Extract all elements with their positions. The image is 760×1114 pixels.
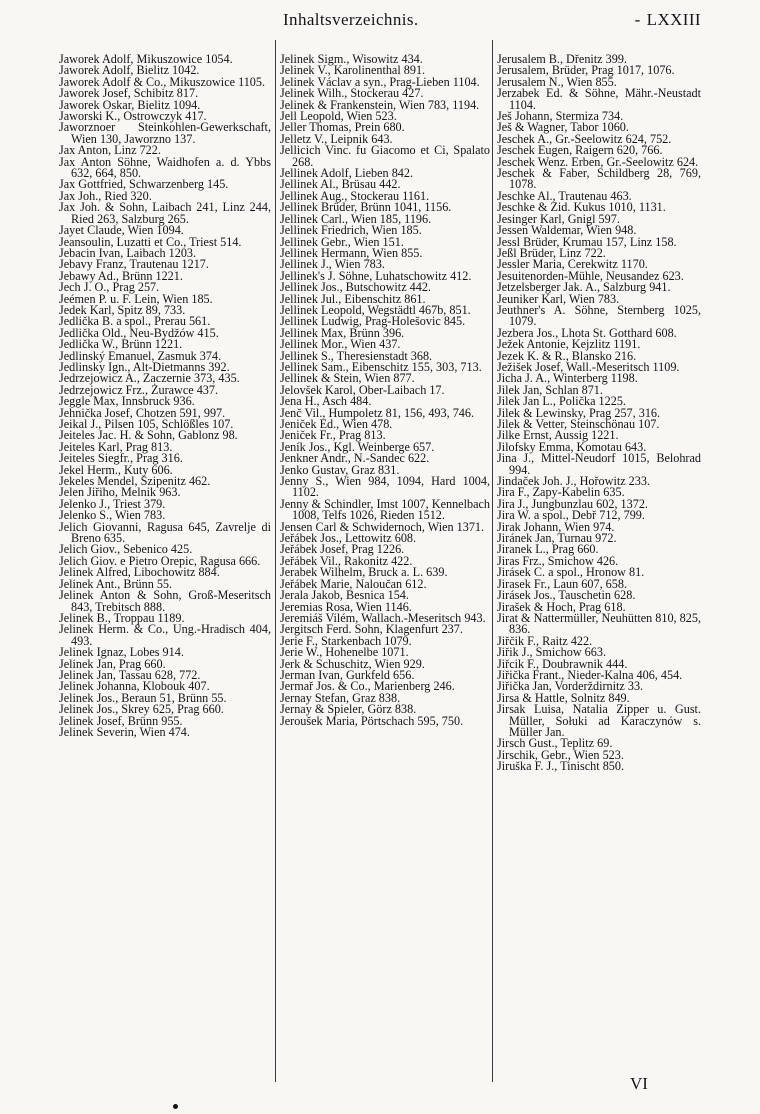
- index-entry: Jiras Frz., Smichow 426.: [497, 553, 619, 568]
- index-entry: Jiřička Frant., Nieder-Kalna 406, 454.: [497, 667, 683, 682]
- index-entry: Jeřábek Vil., Rakonitz 422.: [280, 553, 413, 568]
- index-entry: Jindaček Joh. J., Hořowitz 233.: [497, 474, 650, 489]
- index-entry: Jenč Vil., Humpoletz 81, 156, 493, 746.: [280, 405, 475, 420]
- index-entry: Jelinek Johanna, Klobouk 407.: [59, 679, 210, 694]
- index-entry: Jirat & Nattermüller, Neuhütten 810, 825, 836.: [497, 610, 701, 637]
- index-entry: Jilofsky Emma, Komotau 643.: [497, 439, 647, 454]
- index-column-1: [59, 54, 271, 738]
- index-entry: Ješ Johann, Stermiza 734.: [497, 109, 624, 124]
- index-entry: Jedlinsky Ign., Alt-Dietmanns 392.: [59, 359, 230, 374]
- index-entry: Jaworek Adolf, Mikuszowice 1054.: [59, 52, 233, 66]
- index-entry: Jellinek Gebr., Wien 151.: [280, 234, 404, 249]
- index-entry: Jerzabek Ed. & Söhne, Mähr.-Neustadt 1104.: [497, 86, 701, 112]
- index-entry: Jelinek Václav a syn., Prag-Lieben 1104.: [280, 74, 480, 89]
- index-entry: Jelinek Ignaz, Lobes 914.: [59, 645, 184, 660]
- index-entry: Jiránek Jan, Turnau 972.: [497, 531, 617, 546]
- index-entry: Jina J., Mittel-Neudorf 1015, Belohrad 994.: [497, 451, 701, 477]
- index-entry: Jaworski K., Ostrowczyk 417.: [59, 109, 207, 124]
- index-entry: Jelinek V., Karolinenthal 891.: [280, 63, 426, 78]
- index-entry: Jerusalem N., Wien 855.: [497, 74, 617, 89]
- ink-dot: [173, 1104, 178, 1109]
- index-entry: Jelinek Wilh., Stockerau 427.: [280, 86, 424, 101]
- index-entry: Jekeles Mendel, Szipenitz 462.: [59, 474, 211, 489]
- index-entry: Jelinek Jan, Tassau 628, 772.: [59, 667, 201, 682]
- index-entry: Jerusalem B., Dřenitz 399.: [497, 52, 627, 66]
- index-entry: Jellinek Aug., Stockerau 1161.: [280, 188, 430, 203]
- index-entry: Jilek Jan, Schlan 871.: [497, 382, 603, 397]
- index-entry: Jedrzejowicz Frz., Żurawce 437.: [59, 382, 219, 397]
- index-entry: Jeiteles Jac. H. & Sohn, Gablonz 98.: [59, 428, 238, 443]
- index-entry: Jeřábek Marie, Naloučan 612.: [280, 576, 427, 591]
- index-entry: Jiranek L., Prag 660.: [497, 542, 599, 557]
- index-entry: Jessl Brüder, Krumau 157, Linz 158.: [497, 234, 677, 249]
- index-entry: Jelinek Anton & Sohn, Groß-Meseritsch 843, Trebitsch 888.: [59, 588, 271, 614]
- signature-mark: VI: [630, 1074, 648, 1093]
- index-entry: Jelenko S., Wien 783.: [59, 508, 166, 523]
- index-entry: Jirschik, Gebr., Wien 523.: [497, 747, 624, 762]
- index-entry: Jebawy Ad., Brünn 1221.: [59, 268, 183, 283]
- index-entry: Jech J. O., Prag 257.: [59, 280, 160, 295]
- index-entry: Jelich Giov. e Pietro Orepic, Ragusa 666.: [59, 553, 261, 568]
- index-entry: Jeiteles Karl, Prag 813.: [59, 439, 173, 454]
- index-entry: Jax Joh. & Sohn, Laibach 241, Linz 244, Ried 263, Salzburg 265.: [59, 200, 271, 226]
- index-entry: Jellinek Mor., Wien 437.: [280, 337, 401, 352]
- index-entry: Jaworznoer Steinkohlen-Gewerkschaft, Wien 130, Jaworzno 137.: [59, 120, 271, 146]
- index-entry: Jelinek Sigm., Wisowitz 434.: [280, 52, 423, 66]
- index-entry: Ježišek Josef, Wall.-Meseritsch 1109.: [497, 359, 680, 374]
- index-entry: Jellinek Hermann, Wien 855.: [280, 245, 423, 260]
- index-entry: Jaworek Oskar, Bielitz 1094.: [59, 97, 201, 112]
- index-entry: Jena H., Asch 484.: [280, 394, 372, 409]
- index-column-2: [280, 54, 490, 727]
- index-entry: Jeniček Fr., Prag 813.: [280, 428, 386, 443]
- index-entry: Jedlička Old., Neu-Bydžów 415.: [59, 325, 219, 340]
- index-entry: Jiřčik F., Raitz 422.: [497, 633, 593, 648]
- index-entry: Jellinek S., Theresienstadt 368.: [280, 348, 433, 363]
- index-entry: Jerusalem, Brüder, Prag 1017, 1076.: [497, 63, 675, 78]
- index-entry: Jeßl Brüder, Linz 722.: [497, 245, 606, 260]
- index-entry: Jelinek Ant., Brünn 55.: [59, 576, 173, 591]
- index-entry: Jelenko J., Triest 379.: [59, 496, 166, 511]
- index-entry: Jergitsch Ferd. Sohn, Klagenfurt 237.: [280, 622, 463, 637]
- index-entry: Jiřička Jan, Vorderždirnitz 33.: [497, 679, 644, 694]
- index-entry: Jaworek Adolf, Bielitz 1042.: [59, 63, 200, 78]
- index-entry: Jelinek Jan, Prag 660.: [59, 656, 166, 671]
- index-entry: Jellinek Brüder, Brünn 1041, 1156.: [280, 200, 452, 215]
- index-entry: Jirak Johann, Wien 974.: [497, 519, 615, 534]
- index-entry: Jax Anton, Linz 722.: [59, 143, 161, 158]
- index-entry: Jernay & Spieler, Görz 838.: [280, 702, 417, 717]
- index-entry: Jeller Thomas, Prein 680.: [280, 120, 405, 135]
- index-entry: Jetzelsberger Jak. A., Salzburg 941.: [497, 280, 671, 295]
- index-entry: Jirasek Fr., Laun 607, 658.: [497, 576, 627, 591]
- index-entry: Jicha J. A., Winterberg 1198.: [497, 371, 638, 386]
- index-entry: Jeuthner's A. Söhne, Sternberg 1025, 1079.: [497, 302, 701, 329]
- index-entry: Jeschek Eugen, Raigern 620, 766.: [497, 143, 663, 158]
- index-entry: Jessen Waldemar, Wien 948.: [497, 223, 637, 238]
- index-entry: Jellinek Jos., Butschowitz 442.: [280, 280, 431, 295]
- index-entry: Jerie F., Starkenbach 1079.: [280, 633, 412, 648]
- index-entry: Jekel Herm., Kuty 606.: [59, 462, 173, 477]
- index-entry: Jezbera Jos., Lhota St. Gotthard 608.: [497, 325, 677, 340]
- index-entry: Jedlička W., Brünn 1221.: [59, 337, 183, 352]
- index-entry: Jeřábek Josef, Prag 1226.: [280, 542, 405, 557]
- index-entry: Jelinek B., Troppau 1189.: [59, 610, 185, 625]
- index-entry: Jelletz V., Leipnik 643.: [280, 131, 393, 146]
- index-entry: Jell Leopold, Wien 523.: [280, 109, 397, 124]
- index-entry: Jirašek & Hoch, Prag 618.: [497, 599, 626, 614]
- index-entry: Jeschek A., Gr.-Seelowitz 624, 752.: [497, 131, 672, 146]
- index-entry: Jeremiáš Vilém, Wallach.-Meseritsch 943.: [280, 610, 486, 625]
- index-entry: Jehnička Josef, Chotzen 591, 997.: [59, 405, 226, 420]
- index-entry: Jedlička B. a spol., Prerau 561.: [59, 314, 211, 329]
- index-entry: Jelinek Josef, Brünn 955.: [59, 713, 183, 728]
- index-entry: Jirsak Luisa, Natalia Zipper u. Gust. Müller, Sołuki ad Karaczynów s. Müller Jan.: [497, 702, 701, 739]
- index-entry: Jira J., Jungbunzlau 602, 1372.: [497, 496, 648, 511]
- index-entry: Jesuitenorden-Mühle, Neusandez 623.: [497, 268, 684, 283]
- index-entry: Jelinek Alfred, Libochowitz 884.: [59, 565, 220, 580]
- index-entry: Jellinek's J. Söhne, Luhatschowitz 412.: [280, 268, 472, 283]
- index-entry: Jellinek Adolf, Lieben 842.: [280, 166, 414, 181]
- index-entry: Ješ & Wagner, Tabor 1060.: [497, 120, 629, 135]
- page-number-value: LXXIII: [646, 10, 701, 29]
- index-entry: Jiruška F. J., Tinischt 850.: [497, 759, 625, 774]
- column-divider-1: [275, 40, 276, 1082]
- index-entry: Jelinek Severin, Wien 474.: [59, 724, 190, 739]
- index-entry: Jenny S., Wien 984, 1094, Hard 1004, 1102.: [280, 474, 490, 500]
- index-entry: Jellinek Friedrich, Wien 185.: [280, 223, 422, 238]
- index-entry: Jiřik J., Smichow 663.: [497, 645, 607, 660]
- index-entry: Jelen Jiřiho, Melnik 963.: [59, 485, 181, 500]
- index-entry: Jensen Carl & Schwidernoch, Wien 1371.: [280, 519, 485, 534]
- index-entry: Jellinek Sam., Eibenschitz 155, 303, 713.: [280, 359, 482, 374]
- index-entry: Jelinek Jos., Beraun 51, Brünn 55.: [59, 690, 227, 705]
- index-entry: Jermař Jos. & Co., Marienberg 246.: [280, 679, 455, 694]
- index-entry: Jellinek Leopold, Wegstädtl 467b, 851.: [280, 302, 471, 317]
- index-entry: Jeansoulin, Luzatti et Co., Triest 514.: [59, 234, 242, 249]
- index-entry: Jellinek Max, Brünn 396.: [280, 325, 405, 340]
- index-entry: Jirsa & Hattle, Solnitz 849.: [497, 690, 630, 705]
- index-entry: Jirásek C. a spol., Hronow 81.: [497, 565, 645, 580]
- index-entry: Jilek & Vetter, Steinschönau 107.: [497, 417, 660, 431]
- page-title: Inhaltsverzeichnis.: [283, 10, 419, 29]
- index-entry: Jezek K. & R., Blansko 216.: [497, 348, 637, 363]
- index-entry: Jeikal J., Pilsen 105, Schlößles 107.: [59, 417, 234, 431]
- index-entry: Jelinek Jos., Skrey 625, Prag 660.: [59, 702, 224, 717]
- index-entry: Jellinek & Stein, Wien 877.: [280, 371, 415, 386]
- index-entry: Jax Joh., Ried 320.: [59, 188, 152, 203]
- index-entry: Jerie W., Hohenelbe 1071.: [280, 645, 409, 660]
- index-entry: Jenko Gustav, Graz 831.: [280, 462, 400, 477]
- index-entry: Jeschek & Faber, Schildberg 28, 769, 1078.: [497, 166, 701, 192]
- index-entry: Jayet Claude, Wien 1094.: [59, 223, 184, 238]
- index-entry: Jaworek Adolf & Co., Mikuszowice 1105.: [59, 74, 266, 89]
- index-entry: Jernay Stefan, Graz 838.: [280, 690, 401, 705]
- index-entry: Jessler Maria, Cerekwitz 1170.: [497, 257, 648, 272]
- index-entry: Jedek Karl, Spitz 89, 733.: [59, 302, 186, 317]
- index-entry: Jerk & Schuschitz, Wien 929.: [280, 656, 425, 671]
- index-entry: Jira W. a spol., Debř 712, 799.: [497, 508, 645, 523]
- index-entry: Jellicich Vinc. fu Giacomo et Ci, Spalato 268.: [280, 143, 490, 169]
- index-entry: Jelich Giov., Sebenico 425.: [59, 542, 193, 557]
- index-entry: Ježek Antonie, Kejzlitz 1191.: [497, 337, 641, 352]
- index-entry: Jedrzejowicz A., Zaczernie 373, 435.: [59, 371, 240, 386]
- index-entry: Jerala Jakob, Besnica 154.: [280, 588, 409, 603]
- header-dash: -: [634, 10, 641, 29]
- index-entry: Jeroušek Maria, Pörtschach 595, 750.: [280, 713, 464, 728]
- index-entry: Jellinek Carl., Wien 185, 1196.: [280, 211, 432, 226]
- index-entry: Jilek & Lewinsky, Prag 257, 316.: [497, 405, 661, 420]
- index-column-3: [497, 54, 701, 773]
- index-entry: Jelinek & Frankenstein, Wien 783, 1194.: [280, 97, 480, 112]
- index-entry: Jax Gottfried, Schwarzenberg 145.: [59, 177, 229, 192]
- index-entry: Jax Anton Söhne, Waidhofen a. d. Ybbs 632, 664, 850.: [59, 154, 271, 181]
- index-entry: Jeník Jos., Kgl. Weinberge 657.: [280, 439, 435, 454]
- index-entry: Jeuniker Karl, Wien 783.: [497, 291, 620, 306]
- index-entry: Jellinek J., Wien 783.: [280, 257, 385, 272]
- index-entry: Jeniček Ed., Wien 478.: [280, 417, 393, 431]
- page-number: [635, 10, 701, 30]
- index-entry: Jilke Ernst, Aussig 1221.: [497, 428, 619, 443]
- index-entry: Jeschke Al., Trautenau 463.: [497, 188, 632, 203]
- index-entry: Jenny & Schindler, Imst 1007, Kennelbach 1008, Telfs 1026, Rieden 1512.: [280, 496, 490, 523]
- index-entry: Jerabek Wilhelm, Bruck a. L. 639.: [280, 565, 448, 580]
- column-divider-2: [492, 40, 493, 1082]
- index-entry: Jelich Giovanni, Ragusa 645, Zavrelje di Breno 635.: [59, 519, 271, 546]
- index-entry: Jeggle Max, Innsbruck 936.: [59, 394, 195, 409]
- index-entry: Jeschke & Zid. Kukus 1010, 1131.: [497, 200, 666, 215]
- index-entry: Jaworek Josef, Schibitz 817.: [59, 86, 199, 101]
- index-entry: Jerman Ivan, Gurkfeld 656.: [280, 667, 415, 682]
- index-entry: Jebavy Franz, Trautenau 1217.: [59, 257, 209, 272]
- index-entry: Jenkner Andr., N.-Sandec 622.: [280, 451, 430, 466]
- index-entry: Jellinek Ludwig, Prag-Holešovic 845.: [280, 314, 466, 329]
- index-entry: Jeémen P. u. F. Lein, Wien 185.: [59, 291, 213, 306]
- index-entry: Jebacin Ivan, Laibach 1203.: [59, 245, 197, 260]
- index-entry: Jeremias Rosa, Wien 1146.: [280, 599, 412, 614]
- page-header: [0, 4, 760, 36]
- index-entry: Jiřcik F., Doubrawnik 444.: [497, 656, 628, 671]
- index-entry: Jira F., Zapy-Kabelin 635.: [497, 485, 625, 500]
- index-entry: Jedlinský Emanuel, Zasmuk 374.: [59, 348, 222, 363]
- index-entry: Jilek Jan L., Polička 1225.: [497, 394, 626, 409]
- index-entry: Jesinger Karl, Gnigl 597.: [497, 211, 620, 226]
- index-entry: Jeiteles Siegfr., Prag 316.: [59, 451, 183, 466]
- index-entry: Jelinek Herm. & Co., Ung.-Hradisch 404, 493.: [59, 622, 271, 648]
- index-entry: Jellinek Al., Brüsau 442.: [280, 177, 401, 192]
- index-entry: Jirsch Gust., Teplitz 69.: [497, 736, 613, 751]
- index-entry: Jellinek Jul., Eibenschitz 861.: [280, 291, 426, 306]
- index-entry: Jeschek Wenz. Erben, Gr.-Seelowitz 624.: [497, 154, 699, 169]
- index-entry: Jeřábek Jos., Lettowitz 608.: [280, 531, 417, 546]
- index-entry: Jirásek Jos., Tauschetin 628.: [497, 588, 636, 603]
- index-entry: Jelovšek Karol, Ober-Laibach 17.: [280, 382, 445, 397]
